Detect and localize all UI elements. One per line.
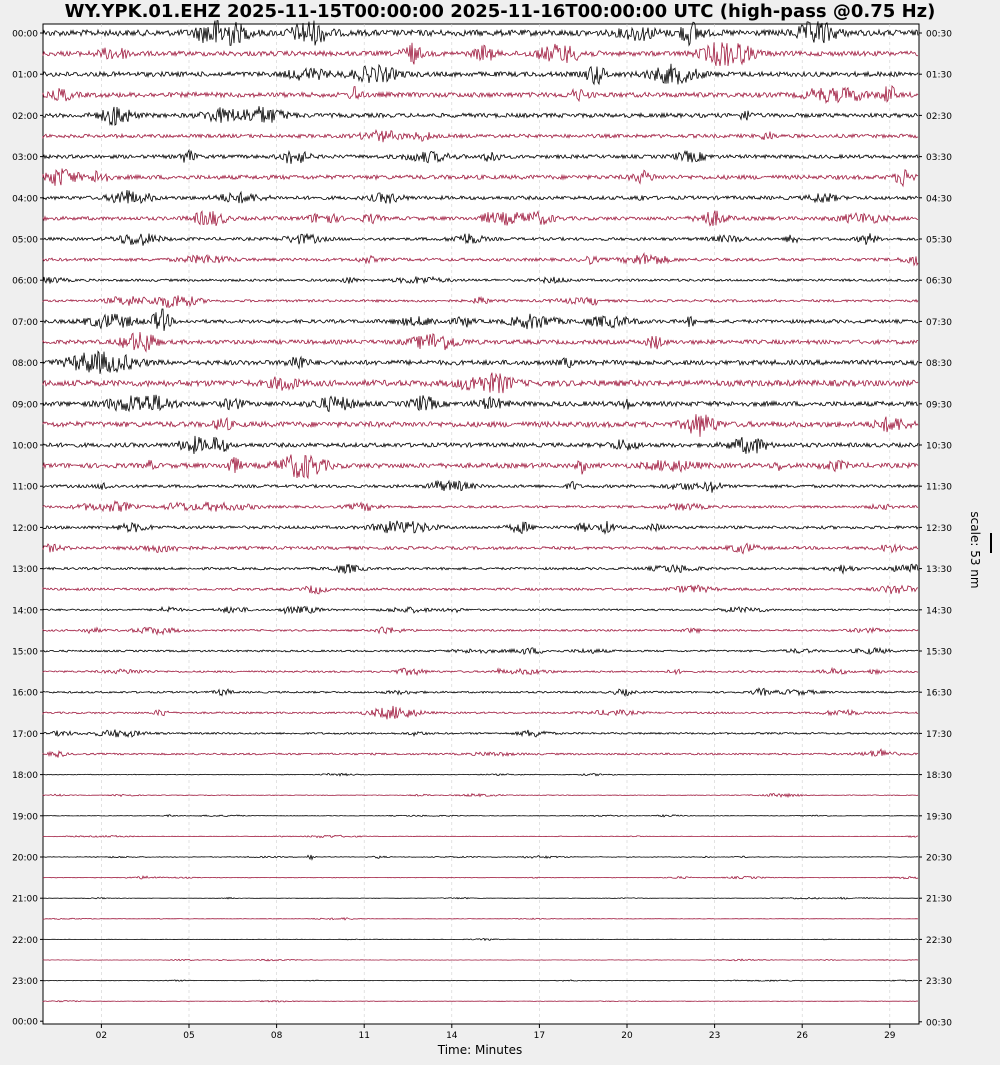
left-hour-label: 12:00 [12, 523, 38, 534]
left-hour-label: 06:00 [12, 276, 38, 287]
scale-label: scale: 53 nm [968, 511, 982, 589]
left-hour-label: 16:00 [12, 688, 38, 699]
x-tick-label: 20 [621, 1031, 633, 1041]
x-tick-label: 29 [884, 1031, 896, 1041]
left-hour-label: 20:00 [12, 853, 38, 864]
left-hour-label: 07:00 [12, 317, 38, 328]
right-hour-label: 21:30 [926, 894, 952, 905]
right-hour-label: 00:30 [926, 29, 952, 40]
left-hour-label: 03:00 [12, 153, 38, 164]
x-tick-label: 14 [446, 1031, 458, 1041]
x-axis-label: Time: Minutes [437, 1043, 523, 1057]
right-hour-label: 12:30 [926, 523, 952, 534]
x-tick-label: 17 [533, 1031, 546, 1041]
left-hour-label: 00:00 [12, 29, 38, 40]
right-hour-label: 17:30 [926, 729, 952, 740]
left-hour-label: 02:00 [12, 111, 38, 122]
left-hour-label: 10:00 [12, 441, 38, 452]
left-hour-label: 13:00 [12, 565, 38, 576]
x-tick-label: 02 [95, 1031, 108, 1041]
right-hour-label: 10:30 [926, 441, 952, 452]
left-hour-label: 14:00 [12, 606, 38, 617]
right-hour-label: 14:30 [926, 606, 952, 617]
right-hour-label: 13:30 [926, 565, 952, 576]
left-hour-label: 17:00 [12, 729, 38, 740]
right-hour-label: 20:30 [926, 853, 952, 864]
left-hour-label: 04:00 [12, 194, 38, 205]
left-hour-label: 21:00 [12, 894, 38, 905]
right-hour-label: 11:30 [926, 482, 952, 493]
right-hour-label: 09:30 [926, 400, 952, 411]
left-hour-label: 23:00 [12, 977, 38, 988]
right-hour-label: 08:30 [926, 359, 952, 370]
left-hour-label: 18:00 [12, 771, 38, 782]
left-hour-label: 00:00 [12, 1017, 38, 1028]
left-time-axis [12, 30, 43, 1028]
x-axis [96, 1024, 896, 1041]
right-hour-label: 03:30 [926, 153, 952, 164]
x-tick-label: 05 [183, 1031, 195, 1041]
left-hour-label: 01:00 [12, 70, 38, 81]
x-tick-label: 11 [358, 1031, 370, 1041]
left-hour-label: 19:00 [12, 812, 38, 823]
right-hour-label: 23:30 [926, 977, 952, 988]
x-tick-label: 23 [708, 1031, 721, 1041]
x-tick-label: 08 [270, 1031, 283, 1041]
left-hour-label: 09:00 [12, 400, 38, 411]
right-hour-label: 22:30 [926, 935, 952, 946]
right-hour-label: 18:30 [926, 771, 952, 782]
right-hour-label: 16:30 [926, 688, 952, 699]
x-tick-label: 26 [796, 1031, 808, 1041]
right-hour-label: 02:30 [926, 111, 952, 122]
left-hour-label: 08:00 [12, 359, 38, 370]
right-hour-label: 19:30 [926, 812, 952, 823]
left-hour-label: 05:00 [12, 235, 38, 246]
left-hour-label: 22:00 [12, 935, 38, 946]
right-hour-label: 04:30 [926, 194, 952, 205]
right-time-axis [919, 30, 952, 1029]
left-hour-label: 15:00 [12, 647, 38, 658]
left-hour-label: 11:00 [12, 482, 38, 493]
right-hour-label: 01:30 [926, 70, 952, 81]
right-hour-label: 05:30 [926, 235, 952, 246]
right-hour-label: 15:30 [926, 647, 952, 658]
plot-area [43, 24, 919, 1024]
right-hour-label: 07:30 [926, 317, 952, 328]
chart-title: WY.YPK.01.EHZ 2025-11-15T00:00:00 2025-11-16T00:00:00 UTC (high-pass @0.75 Hz) [64, 1, 936, 22]
right-hour-label: 00:30 [926, 1018, 952, 1029]
right-hour-label: 06:30 [926, 276, 952, 287]
scale-bar [990, 533, 992, 553]
